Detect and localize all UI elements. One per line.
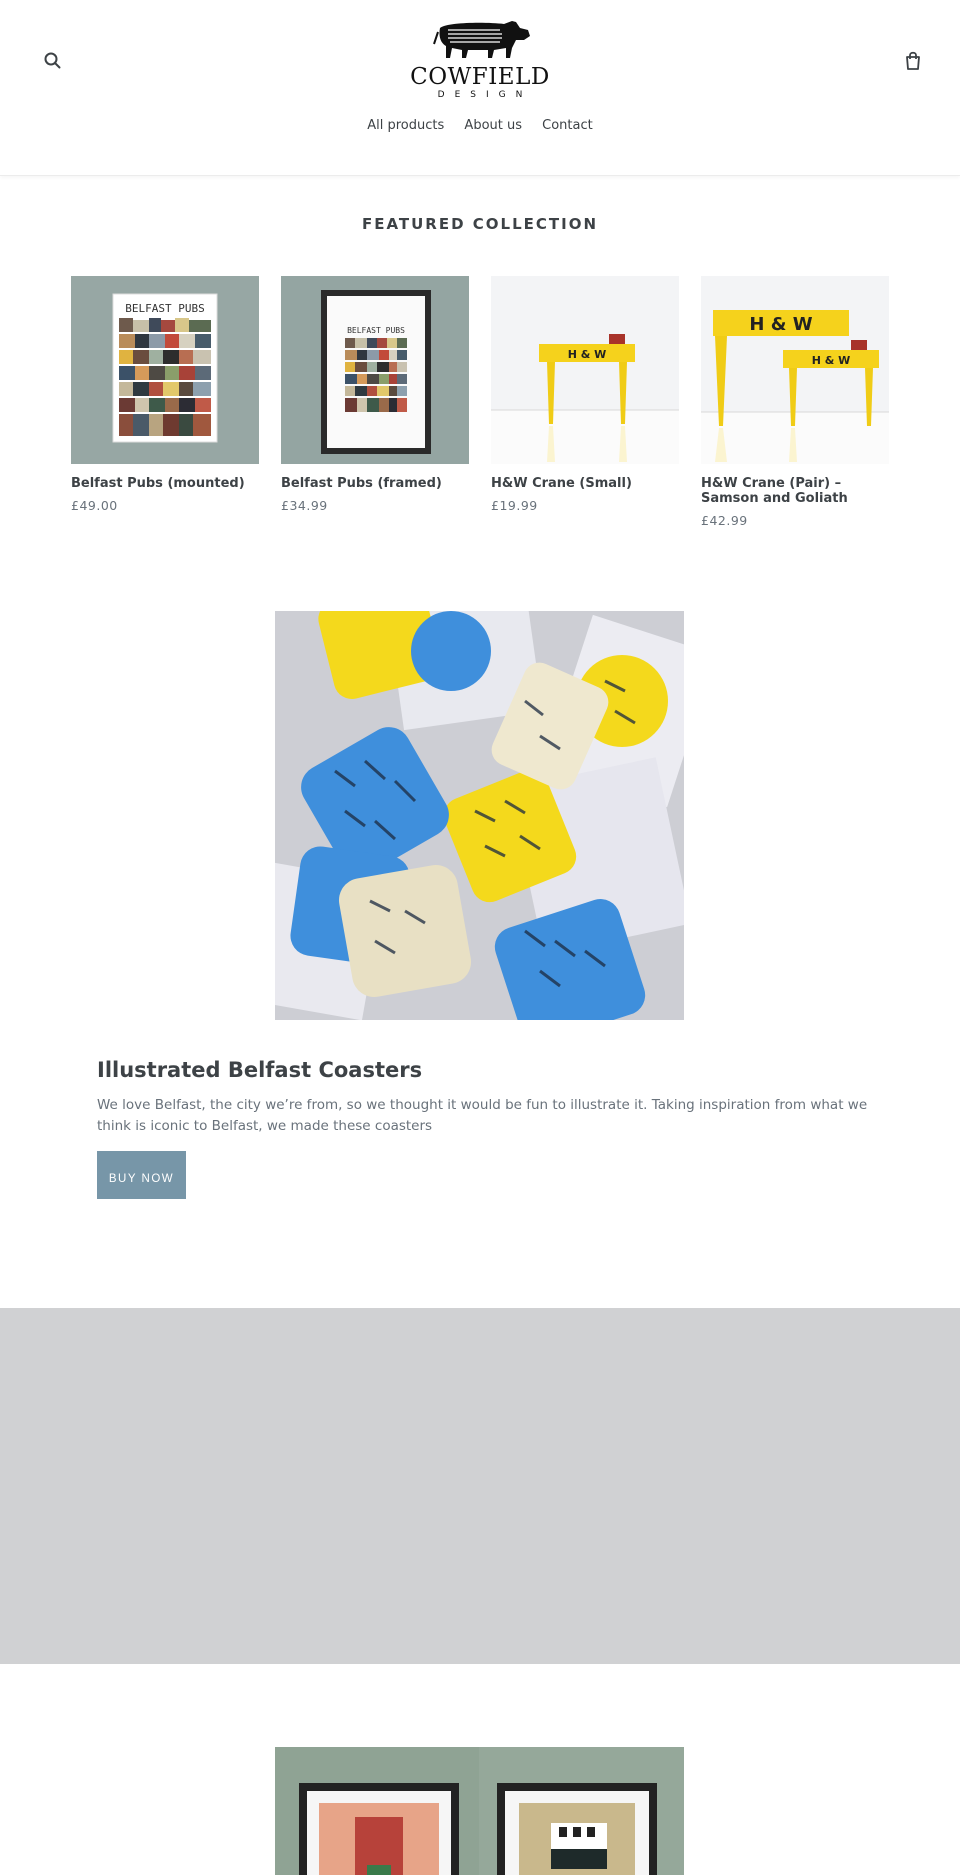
product-card[interactable] [71, 276, 259, 513]
crane-text: H & W [811, 354, 851, 367]
site-logo[interactable] [408, 18, 552, 104]
search-icon[interactable] [40, 48, 66, 74]
nav-all-products[interactable]: All products [367, 118, 445, 133]
product-title[interactable]: Belfast Pubs (mounted) [71, 476, 245, 491]
logo-subtitle: DESIGN [437, 90, 533, 100]
product-title[interactable]: H&W Crane (Pair) – Samson and Goliath [701, 476, 848, 506]
product-card[interactable] [701, 276, 889, 528]
product-image[interactable] [491, 276, 679, 464]
cart-icon[interactable] [900, 48, 926, 74]
coasters-feature-image [275, 611, 684, 1020]
main-nav [0, 118, 960, 133]
print-title: BELFAST PUBS [125, 302, 205, 315]
product-image[interactable] [701, 276, 889, 464]
feature-description: We love Belfast, the city we’re from, so we thought it would be fun to illustrate it. Taking inspiration from what we think is iconic to Belfast, we made these coasters [97, 1097, 868, 1134]
crane-text: H & W [567, 348, 607, 361]
site-header [0, 0, 960, 176]
feature-heading: Illustrated Belfast Coasters [97, 1058, 423, 1082]
framed-prints-image [275, 1747, 684, 1875]
nav-about-us[interactable]: About us [464, 118, 523, 133]
product-price: £49.00 [71, 498, 118, 513]
product-card[interactable] [491, 276, 679, 513]
nav-contact[interactable]: Contact [542, 118, 593, 133]
buy-now-button[interactable]: BUY NOW [97, 1151, 186, 1199]
logo-wordmark: COWFIELD [410, 64, 550, 90]
crane-text: H & W [749, 314, 813, 335]
print-title: BELFAST PUBS [347, 326, 405, 335]
product-price: £42.99 [701, 513, 748, 528]
product-price: £34.99 [281, 498, 328, 513]
placeholder-banner [0, 1308, 960, 1664]
product-title[interactable]: H&W Crane (Small) [491, 476, 632, 491]
product-title[interactable]: Belfast Pubs (framed) [281, 476, 442, 491]
product-image[interactable] [71, 276, 259, 464]
cow-logo-icon [408, 18, 552, 64]
product-card[interactable] [281, 276, 469, 513]
featured-collection-title: FEATURED COLLECTION [361, 215, 599, 233]
product-image[interactable] [281, 276, 469, 464]
product-price: £19.99 [491, 498, 538, 513]
